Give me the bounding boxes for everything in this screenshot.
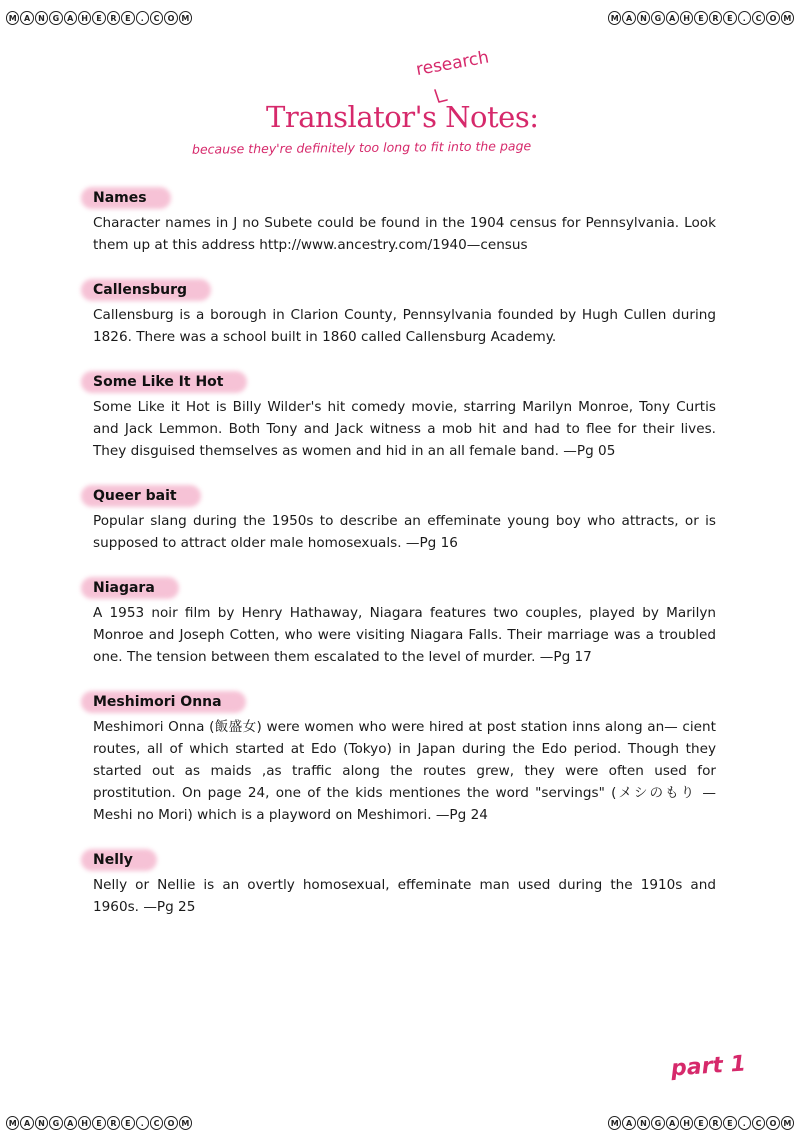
watermark-letter: M xyxy=(6,11,19,25)
watermark-letter: N xyxy=(637,11,650,25)
watermark-letter: G xyxy=(49,11,62,25)
watermark-letter: A xyxy=(20,11,33,25)
watermark-letter: A xyxy=(622,1116,635,1130)
watermark-letter: M xyxy=(179,1116,192,1130)
note-heading: Niagara xyxy=(93,576,165,600)
watermark-letter: O xyxy=(766,1116,779,1130)
watermark-letter: G xyxy=(651,1116,664,1130)
watermark-letter: E xyxy=(694,11,707,25)
watermark-letter: N xyxy=(35,1116,48,1130)
note-names xyxy=(93,186,716,256)
watermark-letter: . xyxy=(136,1116,149,1130)
notes-list xyxy=(93,186,716,940)
title-insert-research: research xyxy=(414,47,491,80)
watermark-bottom-right xyxy=(608,1113,794,1133)
note-body: Popular slang during the 1950s to describe an effeminate young boy who attracts, or is supposed to attract older male homosexuals. —Pg 16 xyxy=(93,513,716,551)
note-heading: Callensburg xyxy=(93,278,197,302)
watermark-letter: A xyxy=(20,1116,33,1130)
note-body: Nelly or Nellie is an overtly homosexual, effeminate man used during the 1910s and 1960s. —Pg 25 xyxy=(93,877,716,915)
watermark-letter: E xyxy=(694,1116,707,1130)
watermark-letter: A xyxy=(64,1116,77,1130)
watermark-letter: E xyxy=(723,1116,736,1130)
watermark-top-right xyxy=(608,8,794,28)
note-heading: Nelly xyxy=(93,848,143,872)
watermark-letter: M xyxy=(781,11,794,25)
watermark-letter: A xyxy=(622,11,635,25)
watermark-letter: H xyxy=(78,11,91,25)
note-callensburg xyxy=(93,278,716,348)
watermark-letter: C xyxy=(150,11,163,25)
watermark-letter: R xyxy=(107,11,120,25)
watermark-letter: G xyxy=(49,1116,62,1130)
watermark-letter: R xyxy=(709,11,722,25)
watermark-letter: E xyxy=(92,11,105,25)
note-body: A 1953 noir film by Henry Hathaway, Niagara features two couples, played by Marilyn Monroe and Joseph Cotten, who were visiting Niagara Falls. Their marriage was a troubled one. The tension between them escalated to the level of murder. —Pg 17 xyxy=(93,605,716,665)
watermark-letter: . xyxy=(738,11,751,25)
watermark-letter: E xyxy=(723,11,736,25)
watermark-bottom-left xyxy=(6,1113,192,1133)
note-body: Character names in J no Subete could be found in the 1904 census for Pennsylvania. Look them up at this address http://www.ancestry.com/1940—census xyxy=(93,215,716,253)
watermark-top-left xyxy=(6,8,192,28)
watermark-letter: A xyxy=(666,1116,679,1130)
watermark-letter: E xyxy=(92,1116,105,1130)
watermark-letter: C xyxy=(150,1116,163,1130)
note-body: Some Like it Hot is Billy Wilder's hit comedy movie, starring Marilyn Monroe, Tony Curtis and Jack Lemmon. Both Tony and Jack witness a mob hit and had to flee for their lives. They disguised themselves as women and hid in an all female band. —Pg 05 xyxy=(93,399,716,459)
watermark-letter: R xyxy=(107,1116,120,1130)
watermark-letter: E xyxy=(121,11,134,25)
watermark-letter: . xyxy=(136,11,149,25)
watermark-letter: H xyxy=(680,11,693,25)
note-niagara xyxy=(93,576,716,668)
note-some-like-it-hot xyxy=(93,370,716,462)
watermark-letter: O xyxy=(766,11,779,25)
note-body: Meshimori Onna (飯盛女) were women who were hired at post station inns along an— cient routes, all of which started at Edo (Tokyo) in Japan during the Edo period. Though they started out as maids ,as traffic along the routes grew, they were often used for prostitution. On page 24, one of the kids mentiones the word "servings" (メシのもり — Meshi no Mori) which is a playword on Meshimori. —Pg 24 xyxy=(93,719,716,823)
note-heading: Meshimori Onna xyxy=(93,690,232,714)
watermark-letter: . xyxy=(738,1116,751,1130)
watermark-letter: O xyxy=(164,1116,177,1130)
watermark-letter: A xyxy=(64,11,77,25)
note-queer-bait xyxy=(93,484,716,554)
watermark-letter: M xyxy=(608,11,621,25)
watermark-letter: M xyxy=(608,1116,621,1130)
watermark-letter: M xyxy=(179,11,192,25)
watermark-letter: C xyxy=(752,1116,765,1130)
note-nelly xyxy=(93,848,716,918)
note-meshimori-onna xyxy=(93,690,716,826)
watermark-letter: N xyxy=(35,11,48,25)
watermark-letter: M xyxy=(6,1116,19,1130)
note-heading: Names xyxy=(93,186,157,210)
watermark-letter: E xyxy=(121,1116,134,1130)
part-label: part 1 xyxy=(670,1051,747,1082)
watermark-letter: R xyxy=(709,1116,722,1130)
page-header xyxy=(0,47,800,168)
watermark-letter: A xyxy=(666,11,679,25)
watermark-letter: H xyxy=(680,1116,693,1130)
note-heading: Queer bait xyxy=(93,484,187,508)
note-body: Callensburg is a borough in Clarion County, Pennsylvania founded by Hugh Cullen during 1826. There was a school built in 1860 called Callensburg Academy. xyxy=(93,307,716,345)
watermark-letter: G xyxy=(651,11,664,25)
watermark-letter: N xyxy=(637,1116,650,1130)
page-subtitle: because they're definitely too long to fit into the page xyxy=(191,138,532,157)
watermark-letter: O xyxy=(164,11,177,25)
page-title: Translator's Notes: xyxy=(266,100,539,134)
watermark-letter: C xyxy=(752,11,765,25)
watermark-letter: M xyxy=(781,1116,794,1130)
watermark-letter: H xyxy=(78,1116,91,1130)
note-heading: Some Like It Hot xyxy=(93,370,233,394)
